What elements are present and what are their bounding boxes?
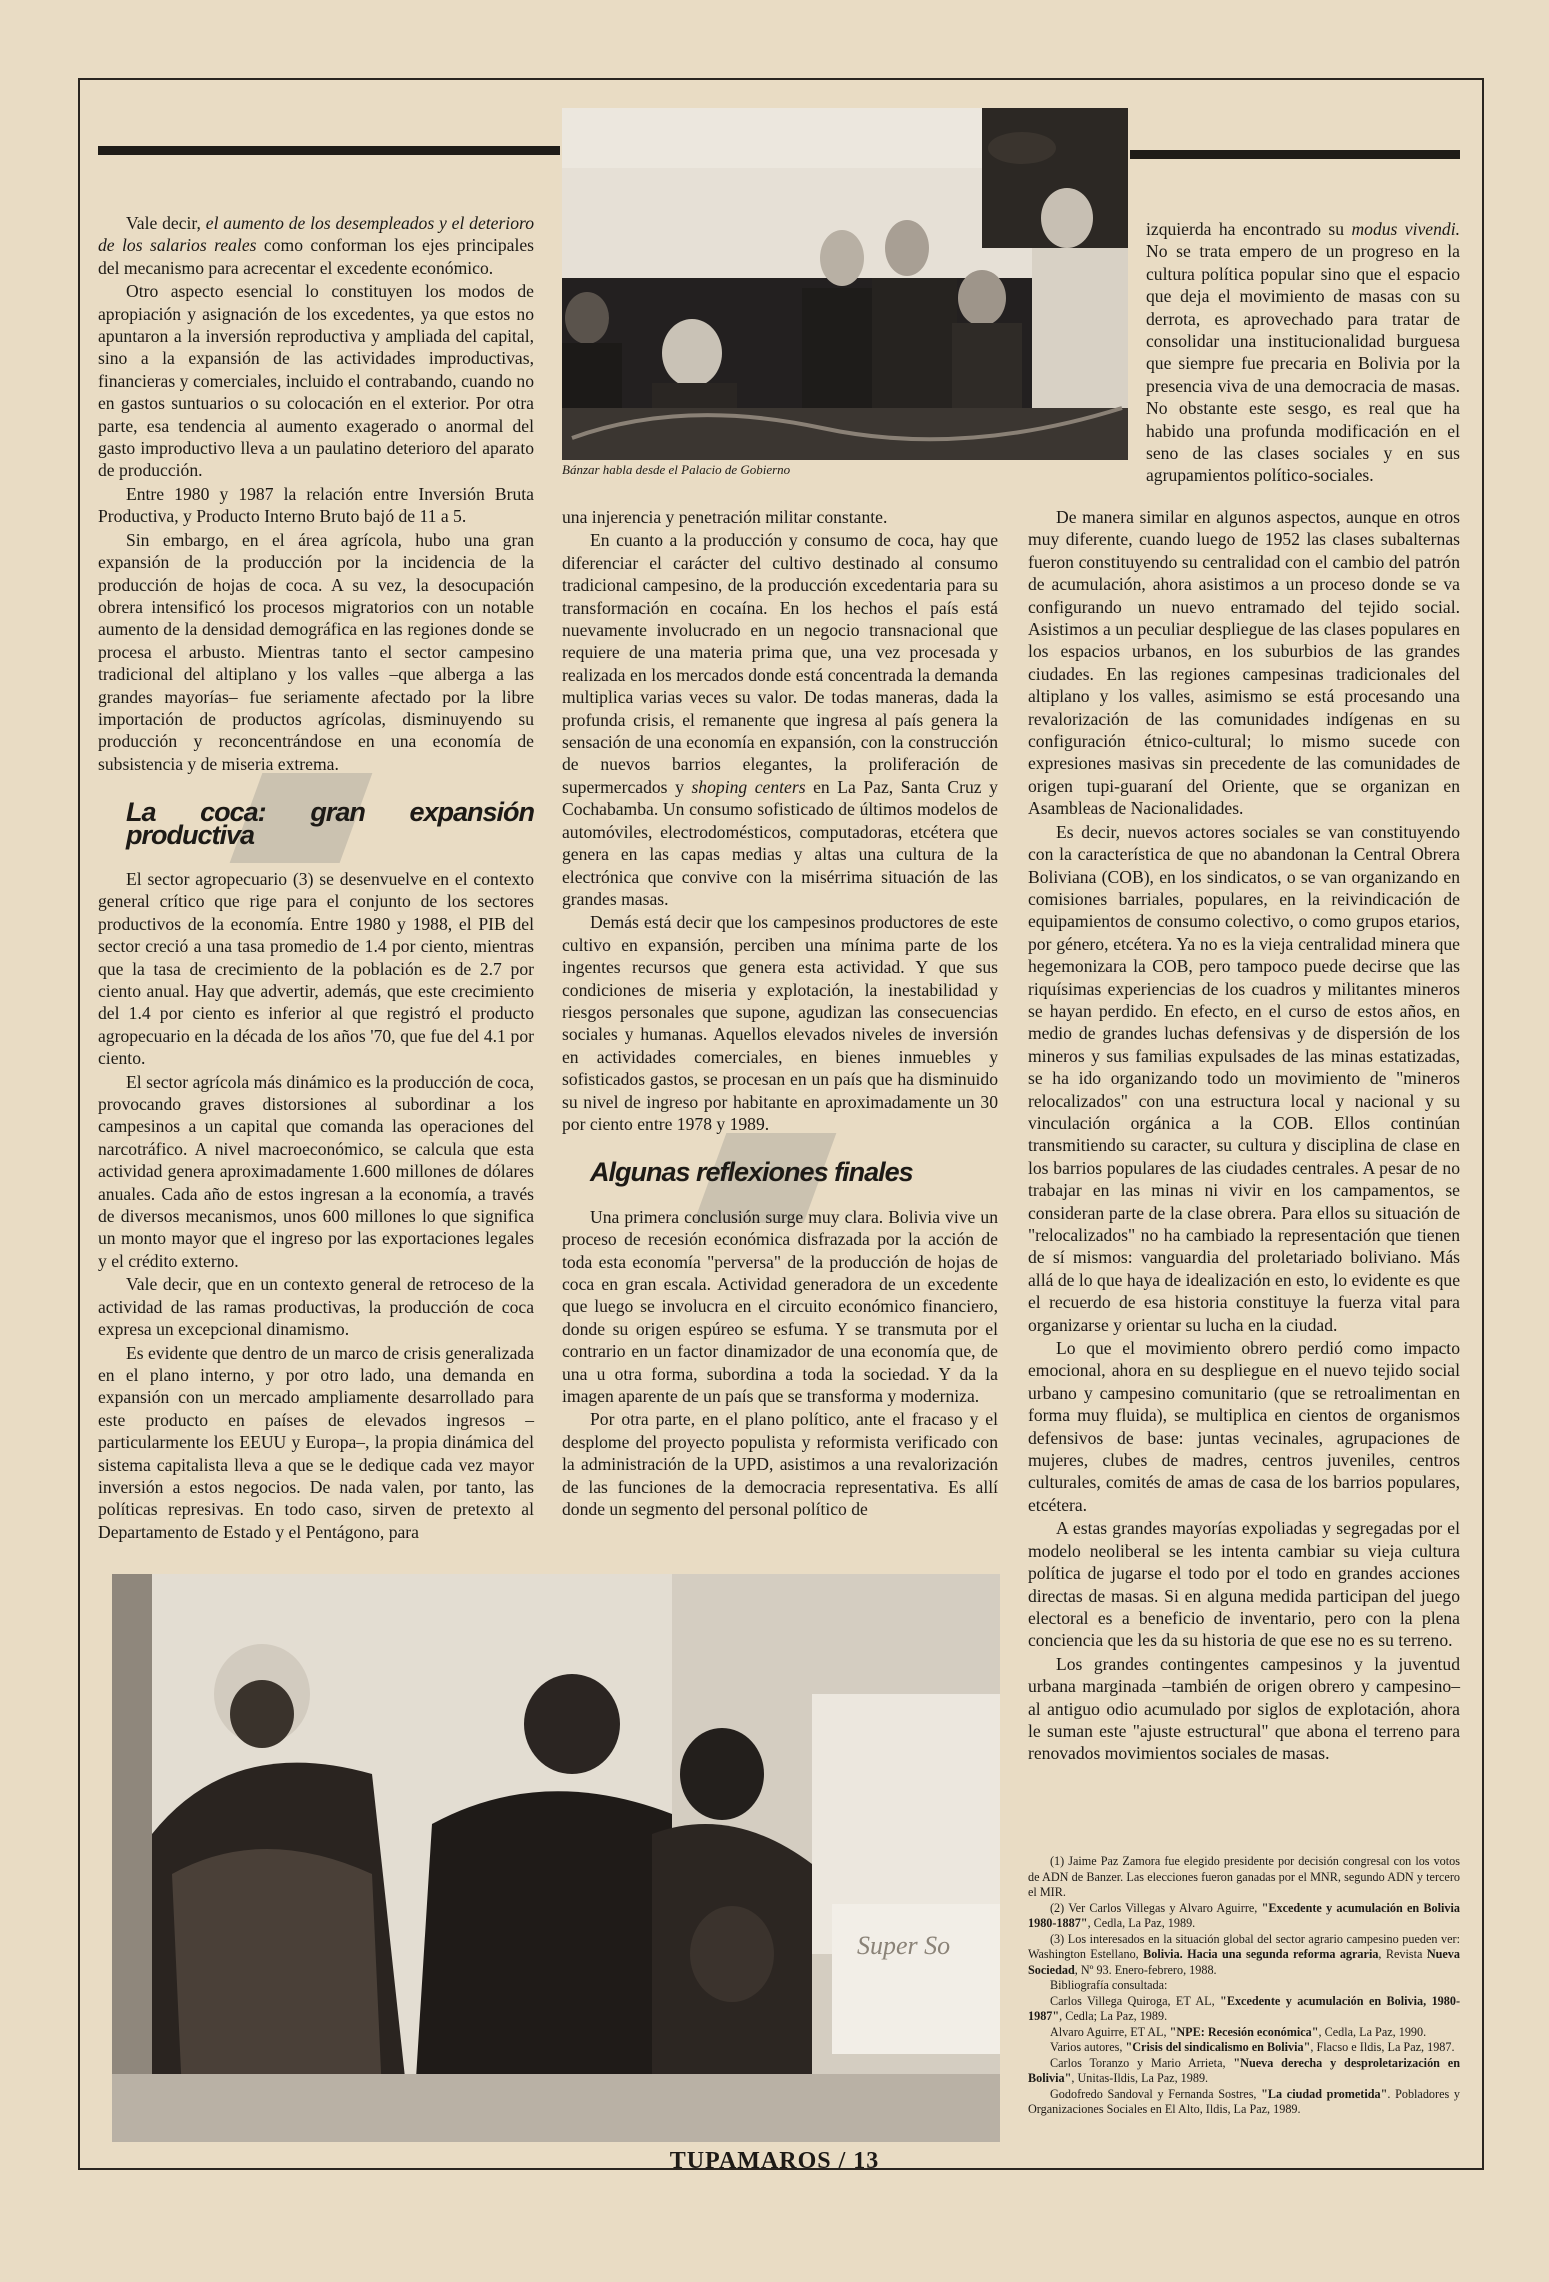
- photo-bottom: [112, 1574, 1000, 2142]
- col1-paragraph-3: Entre 1980 y 1987 la relación entre Inversión Bruta Productiva, y Producto Interno Bruto bajó de 11 a 5.: [98, 483, 534, 527]
- col1-paragraph-1: Vale decir, el aumento de los desempleados y el deterioro de los salarios reales como conforman los ejes principales del mecanismo para acrecentar el excedente económico.: [98, 213, 534, 278]
- col3-paragraph-5: A estas grandes mayorías expoliadas y segregadas por el modelo neoliberal se les intenta cambiar su vieja cultura política de jugarse el todo por el todo en grandes acciones directas de masas. Si en alguna medida participan del juego electoral es a beneficio de inventario, pero con la plena conciencia que les da su historia de que ese no es su terreno.: [1028, 1518, 1460, 1651]
- footnote-3: (3) Los interesados en la situación global del sector agrario campesino pueden ver: Washington Estellano, Bolivia. Hacia una segunda reforma agraria, Revista Nueva Sociedad, Nº 93. Enero-febrero, 1988.: [1028, 1931, 1460, 1977]
- col1-paragraph-8: Es evidente que dentro de un marco de crisis generalizada en el plano interno, y por otro lado, una demanda en expansión con un mercado ampliamente desarrollado para este producto en países de elevados ingresos –particularmente los EEUU y Europa–, la propia dinámica del sistema capitalista lleva a que se le dedique cada vez mayor inversión a estos negocios. De nada valen, por tanto, las políticas represivas. En todo caso, sirven de pretexto al Departamento de Estado y el Pentágono, para: [98, 1342, 534, 1542]
- photo-top-caption: Bánzar habla desde el Palacio de Gobierno: [562, 462, 791, 477]
- bibliography-item: Carlos Villega Quiroga, ET AL, "Excedente y acumulación en Bolivia, 1980-1987", Cedla; La Paz, 1989.: [1028, 1993, 1461, 2023]
- footnote-2: (2) Ver Carlos Villegas y Alvaro Aguirre, "Excedente y acumulación en Bolivia 1980-1887", Cedla, La Paz, 1989.: [1028, 1900, 1460, 1930]
- col3-paragraph-6: Los grandes contingentes campesinos y la juventud urbana marginada –también de origen obrero y campesino– al antiguo odio acumulado por siglos de explotación, ahora le suman este "ajuste estructural" que abona el terreno para renovados movimientos sociales de masas.: [1028, 1653, 1460, 1764]
- page-footer: TUPAMAROS / 13: [669, 2148, 880, 2174]
- col3-paragraph-4: Lo que el movimiento obrero perdió como impacto emocional, ahora en su despliegue en el nuevo tejido social urbano y campesino comunitario (que se retroalimentan en forma muy fluida), se multiplica en cientos de organismos defensivos de base: juntas vecinales, agrupaciones de mujeres, clubes de madres, centros juveniles, centros culturales, comités de amas de casa de los barrios populares, etcétera.: [1028, 1338, 1460, 1515]
- bibliography-item: Alvaro Aguirre, ET AL, "NPE: Recesión económica", Cedla, La Paz, 1990.: [1050, 2024, 1427, 2039]
- section-heading-coca: La coca: gran expansión productiva: [126, 797, 534, 850]
- bibliography-item: Varios autores, "Crisis del sindicalismo en Bolivia", Flacso e Ildis, La Paz, 1987.: [1050, 2040, 1455, 2054]
- footnote-1: (1) Jaime Paz Zamora fue elegido presidente por decisión congresal con los votos de ADN de Banzer. Las elecciones fueron ganadas por el MNR, segundo ADN y tercero el MIR.: [1028, 1854, 1460, 1899]
- col2-paragraph-3: Demás está decir que los campesinos productores de este cultivo en expansión, perciben una mínima parte de los ingentes recursos que genera esta actividad. Y que sus condiciones de miseria y explotación, la inestabilidad y riesgos personales que supone, agudizan las consecuencias sociales y humanas. Aquellos elevados niveles de inversión en actividades comerciales, en bienes inmuebles y sofisticados gastos, se procesan en un país que ha disminuido su nivel de ingreso por habitante en aproximadamente un 30 por ciento entre 1978 y 1989.: [562, 912, 998, 1134]
- column-2: [562, 506, 998, 1521]
- col1-paragraph-2: Otro aspecto esencial lo constituyen los modos de apropiación y asignación de los excedentes, ya que estos no apuntaron a la inversión reproductiva y ampliada del capital, sino a la expansión de las actividades improductivas, financieras y comerciales, incluido el contrabando, cuando no en gastos suntuarios o su colocación en el exterior. Por otra parte, esa tendencia al aumento exagerado o anormal del gasto improductivo lleva a un paulatino deterioro del aparato de producción.: [98, 281, 534, 481]
- photo-bottom-image: [112, 1574, 1000, 2142]
- column-3: [1146, 218, 1460, 488]
- top-rule-right: [1130, 150, 1460, 159]
- column-3-lower: [1028, 506, 1460, 1766]
- col1-paragraph-4: Sin embargo, en el área agrícola, hubo una gran expansión de la producción por la incidencia de la producción de hojas de coca. A su vez, la desocupación obrera intensificó los procesos migratorios con un notable aumento de la densidad demográfica en las regiones donde se procesa el arbusto. Mientras tanto el sector campesino tradicional del altiplano y los valles –que alberga a las grandes mayorías– fue seriamente afectado por la libre importación de productos agrícolas, disminuyendo su producción y reconcentrándose en una economía de subsistencia y de miseria extrema.: [98, 529, 534, 774]
- col2-paragraph-5: Por otra parte, en el plano político, ante el fracaso y el desplome del proyecto populista y reformista verificado con la administración de la UPD, asistimos a una revalorización de las funciones de la democracia representativa. Es allí donde un segmento del personal político de: [562, 1409, 998, 1520]
- photo-top: [562, 108, 1128, 460]
- col1-paragraph-6: El sector agrícola más dinámico es la producción de coca, provocando graves distorsiones al subordinar a los campesinos a un capital que comanda las operaciones del narcotráfico. A nivel macroeconómico, se calcula que esta actividad genera aproximadamente 1.600 millones de dólares anuales. Cada año de estos ingresan a la economía, a través de diversos mecanismos, unos 600 millones lo que significa un monto mayor que el ingreso por las exportaciones legales y el crédito externo.: [98, 1071, 534, 1271]
- photo-top-image: [562, 108, 1128, 460]
- footnotes: [1028, 1854, 1460, 2118]
- column-1: [98, 212, 534, 1544]
- col1-paragraph-5: El sector agropecuario (3) se desenvuelve en el contexto general crítico que rige para el conjunto de los sectores productivos de la economía. Entre 1980 y 1988, el PIB del sector creció a una tasa promedio de 1.4 por ciento, mientras que la tasa de crecimiento de la población es de 2.7 por ciento anual. Hay que advertir, además, que este crecimiento del 1.4 por ciento es inferior al que registró el producto agropecuario en la década de los años '70, que fue del 4.1 por ciento.: [98, 868, 534, 1069]
- col2-paragraph-1: una injerencia y penetración militar constante.: [562, 507, 888, 527]
- col3-paragraph-2: De manera similar en algunos aspectos, aunque en otros muy diferente, cuando luego de 1952 las clases subalternas fueron constituyendo su centralidad con el cambio del patrón de acumulación, ahora asistimos a un proceso donde se va configurando un nuevo entramado del tejido social. Asistimos a un peculiar despliegue de las clases populares en los espacios urbanos, en los suburbios de las grandes ciudades. En las regiones campesinas tradicionales del altiplano y los valles, asimismo se está procesando una revalorización de las comunidades indígenas en su configuración étnico-cultural; lo mismo sucede con expresiones masivas sin precedente de las comunidades de origen tupi-guaraní del Oriente, que se organizan en Asambleas de Nacionalidades.: [1028, 507, 1460, 819]
- bibliography-item: Godofredo Sandoval y Fernanda Sostres, "La ciudad prometida". Pobladores y Organizaciones Sociales en El Alto, Ildis, La Paz, 1989.: [1028, 2086, 1460, 2116]
- bibliography-heading: Bibliografía consultada:: [1050, 1978, 1168, 1992]
- col3-paragraph-3: Es decir, nuevos actores sociales se van constituyendo con la característica de que no abandonan la Central Obrera Boliviana (COB), en los sindicatos, o se van organizando en comisiones barriales, populares, en la reivindicación de equipamientos de consumo colectivo, o como grupos etarios, por género, etcétera. Ya no es la vieja centralidad minera que hegemonizara la COB, pero tampoco puede decirse que las riquísimas experiencias de los cuadros y militantes mineros se hayan perdido. En efecto, en el curso de estos años, en medio de grandes luchas defensivas y de dispersión de los mineros y sus familias expulsades de las minas estatizadas, se ha ido organizando todo un movimiento de "mineros relocalizados" con una estructura local y nacional y su vinculación orgánica a la COB. Ellos continúan transmitiendo su caracter, su cultura y disciplina de clase en los barrios populares de las ciudades centrales. A pesar de no trabajar en las minas ni vivir en los campamentos, se consideran parte de la clase obrera. Para ellos su situación de "relocalizados" no ha cambiado la representación que tienen de sí mismos: vanguardia del proletariado boliviano. Más allá de lo que haya de idealización en esto, lo evidente es que el recuerdo de esa historia constituye la fuerza vital para organizarse y orientar su lucha en la ciudad.: [1028, 821, 1460, 1335]
- col3-paragraph-1: izquierda ha encontrado su modus vivendi. No se trata empero de un progreso en la cultura política popular sino que el espacio que deja el movimiento de masas con su derrota, es aprovechado para tratar de consolidar una institucionalidad burguesa que siempre fue precaria en Bolivia por la presencia viva de una democracia de masas. No obstante este sesgo, es real que ha habido una profunda modificación en el seno de las clases sociales y en sus agrupamientos político-sociales.: [1146, 219, 1460, 486]
- section-heading-reflexiones: Algunas reflexiones finales: [590, 1161, 998, 1183]
- bibliography-item: Carlos Toranzo y Mario Arrieta, "Nueva derecha y desproletarización en Bolivia", Unitas-Ildis, La Paz, 1989.: [1028, 2055, 1460, 2085]
- sign-text: Super So: [857, 1931, 951, 1960]
- col1-paragraph-7: Vale decir, que en un contexto general de retroceso de la actividad de las ramas productivas, la producción de coca expresa un excepcional dinamismo.: [98, 1274, 534, 1340]
- top-rule-left: [98, 146, 560, 155]
- col2-paragraph-4: Una primera conclusión surge muy clara. Bolivia vive un proceso de recesión económica disfrazada por la acción de toda esta economía "perversa" de la producción de hojas de coca en gran escala. Actividad generadora de un excedente que luego se involucra en el circuito económico financiero, donde su origen espúreo se esfuma. Y se transmuta por el contrario en un factor dinamizador de una economía que, de una u otra forma, subordina a toda la sociedad. Y da la imagen aparente de un país que se transforma y moderniza.: [562, 1206, 998, 1407]
- col2-paragraph-2: En cuanto a la producción y consumo de coca, hay que diferenciar el carácter del cultivo destinado al consumo tradicional campesino, de la producción excedentaria para su transformación en cocaína. En los hechos el país está nuevamente involucrado en un negocio transnacional que requiere de una materia prima que, una vez procesada y realizada en los mercados donde está concentrada la demanda multiplica varias veces su valor. De todas maneras, dada la profunda crisis, el remanente que ingresa al país genera la sensación de una economía en expansión, con la construcción de nuevos barrios elegantes, la proliferación de supermercados y shoping centers en La Paz, Santa Cruz y Cochabamba. Un consumo sofisticado de últimos modelos de automóviles, electrodomésticos, computadoras, etcétera que genera en las capas medias y altas una cultura de la electrónica que convive con la misérrima situación de las grandes masas.: [562, 530, 998, 909]
